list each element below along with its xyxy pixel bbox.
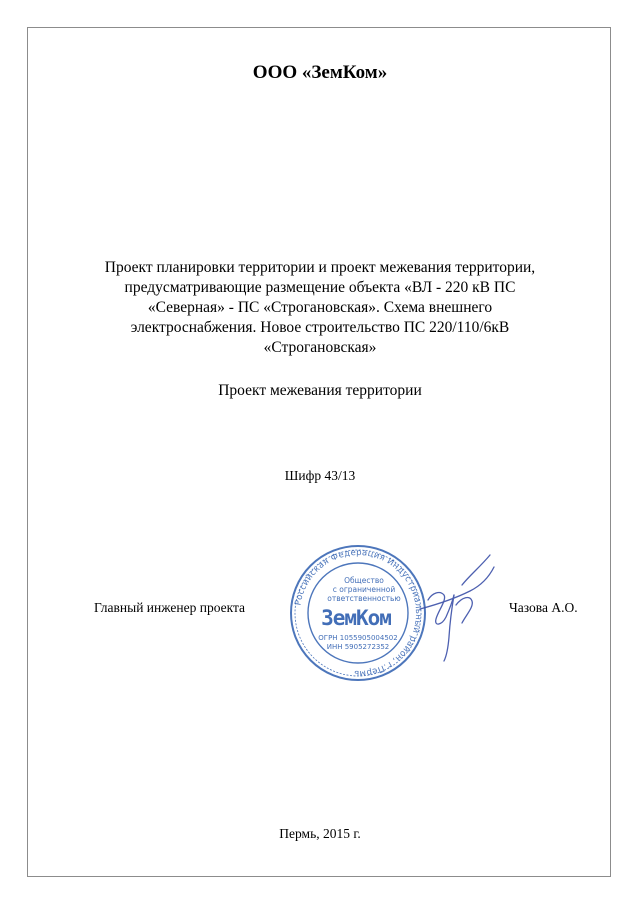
handwritten-signature	[400, 545, 510, 665]
document-cipher: Шифр 43/13	[284, 468, 356, 483]
seal-ogrn: ОГРН 1055905004502	[318, 634, 398, 642]
title-line: предусматривающие размещение объекта «ВЛ - 220 кВ ПС	[124, 279, 516, 296]
place-and-date: Пермь, 2015 г.	[279, 826, 361, 841]
signer-role: Главный инженер проекта	[94, 600, 246, 615]
title-line: «Северная» - ПС «Строгановская». Схема внешнего	[147, 299, 493, 316]
title-line: Проект планировки территории и проект межевания территории,	[104, 259, 536, 276]
page-border	[27, 27, 611, 877]
seal-inn: ИНН 5905272352	[326, 643, 390, 651]
seal-line: Общество	[344, 576, 384, 585]
title-line: «Строгановская»	[263, 339, 377, 356]
document-subtitle: Проект межевания территории	[218, 382, 422, 399]
signer-name: Чазова А.О.	[509, 600, 578, 615]
company-name: ООО «ЗемКом»	[252, 62, 388, 83]
document-title	[90, 258, 550, 358]
seal-brand: ЗемКом	[321, 606, 391, 630]
title-line: электроснабжения. Новое строительство ПС 220/110/6кВ	[130, 319, 510, 336]
seal-line: с ограниченной	[332, 585, 396, 594]
seal-line: ответственностью	[327, 594, 401, 603]
seal-ring-text: Российская Федерация Индустриальный район, г.Пермь	[293, 547, 424, 679]
